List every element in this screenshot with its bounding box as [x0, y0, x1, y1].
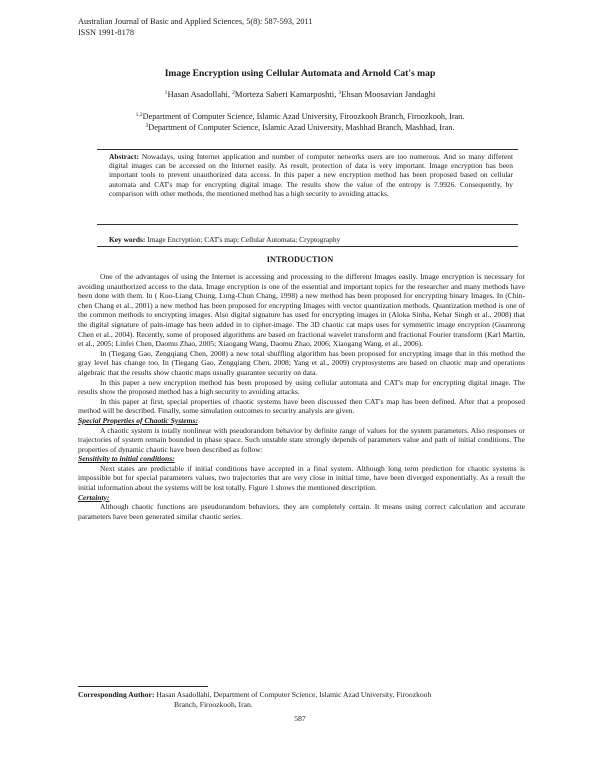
author-2-marker: 2: [232, 90, 235, 96]
keywords-text: Image Encryption; CAT's map; Cellular Automata; Cryptography: [145, 235, 341, 244]
affiliation-2-marker: 3: [145, 123, 149, 129]
keywords-label: Key words:: [109, 235, 146, 244]
abstract-label: Abstract:: [109, 152, 139, 161]
corresponding-text: Hasan Asadollahi, Department of Computer Science, Islamic Azad University, Firoozkooh: [154, 690, 432, 699]
author-3-marker: 3: [338, 90, 342, 96]
journal-header: [78, 17, 313, 38]
abstract-text: Nowadays, using Internet application and number of computer networks users are too numerous. And so many different digital images can be accessed on the Internet easily. As result, protection of data is very important. Image encryption has been important tools to prevent unauthorized data access. In this paper a new encryption method has been proposed based on cellular automata and CAT's map for encrypting digital image. The results show the value of the entropy is 7.9926. Consequently, by comparison with other methods, the mentioned method has a high security to avoiding attacks.: [109, 152, 513, 198]
keywords-divider: [97, 246, 518, 247]
subheading-sensitivity: Sensitivity to initial conditions:: [78, 454, 175, 464]
abstract-box: [97, 149, 518, 225]
corresponding-label: Corresponding Author:: [78, 690, 155, 699]
issn: ISSN 1991-8178: [78, 27, 135, 37]
subheading-certainty: Certainty:: [78, 492, 110, 502]
intro-paragraph-4: In this paper at first, special properties of chaotic systems have been discussed then CAT's map has been defined. After that a proposed method will be described. Finally, some simulation outcomes to security analysis are given.: [78, 396, 525, 416]
affiliation-2: [0, 122, 600, 133]
corresponding-line-1: [78, 690, 525, 700]
subheading-special-properties: Special Properties of Chaotic Systems:: [78, 415, 198, 425]
author-1-marker: 1: [164, 90, 168, 96]
affiliation-1-text: Department of Computer Science, Islamic Azad University, Firoozkooh Branch, Firoozkooh, Iran.: [142, 112, 465, 121]
corresponding-author: [78, 690, 525, 710]
intro-paragraph-1: One of the advantages of using the Internet is accessing and processing to the different Images easily. Image encryption is necessary for avoiding unauthorized access to the data. Image encryption is one of the essential and important topics for the researcher and many methods have been done with them. In ( Kuo-Liang Chung, Lung-Chun Chang, 1998) a new method has been proposed for encrypting binary Images. In (Chin-chen Chang et al., 2001) a new method has been proposed for encrypting Images with vector quantization methods. Quantization method is one of the common methods to encrypting images. Also digital signature has used for encrypting images in (Aloka Sinha, Kehar Singh et al., 2008) that the digital signature of pain-image has been added in to cipher-image. The 3D chaotic cat maps uses for symmetric image encryption (Guanrong Chen et al., 2004). Recently, some of proposed algorithms are based on fractional wavelet transform and fractional Fourier transform (Karl Martin, et al., 2005; Linfei Chen, Daomu Zhao, 2005; Xiaogang Wang, Daomu Zhao, 2006; Xiaogang Wang, et al., 2006).: [78, 272, 525, 349]
author-3: Ehsan Moosavian Jandaghi: [341, 89, 436, 99]
journal-citation: Australian Journal of Basic and Applied Sciences, 5(8): 587-593, 2011: [78, 17, 313, 26]
keywords: [109, 235, 340, 244]
affiliation-2-text: Department of Computer Science, Islamic Azad University, Mashhad Branch, Mashhad, Iran.: [148, 123, 455, 132]
intro-paragraph-3: In this paper a new encryption method has been proposed by using cellular automata and CAT's map for encrypting digital image. The results show the proposed method has a high security to avoiding attacks.: [78, 377, 525, 397]
author-list: [0, 89, 600, 99]
body-text: [78, 272, 525, 521]
author-2: Morteza Saberi Kamarposhti,: [234, 89, 339, 99]
intro-paragraph-2: In (Tiegang Gao, Zengqiang Chen, 2008) a new total shuffling algorithm has been proposed for encrypting image that in this method the gray level has change too. In (Tiegang Gao, Zengqiang Chen, 2008; Yang et al., 2009) cryptosystems are based on chaotic map and operations algebraic that the results show chaotic maps usually guarantee security on data.: [78, 348, 525, 377]
special-properties-paragraph: A chaotic system is totally nonlinear with pseudorandom behavior by definite range of values for the system parameters. Also responses or trajectories of system remain bounded in phase space. Such unstable state strongly depends of parameters value and path of initial conditions. The properties of dynamic chaotic have been described as follow:: [78, 425, 525, 454]
author-1: Hasan Asadollahi,: [167, 89, 233, 99]
page-number: 587: [294, 714, 306, 723]
section-heading-introduction: INTRODUCTION: [266, 255, 334, 264]
paper-title: Image Encryption using Cellular Automata and Arnold Cat's map: [164, 68, 436, 79]
affiliation-1: [0, 111, 600, 122]
sensitivity-paragraph: Next states are predictable if initial conditions have accepted in a final system. Although long term prediction for chaotic systems is impossible but for special parameters values, two trajectories that are very close in initial time, have been diverged exponentially. As a result the initial information about the systems will be lost totally. Figure 1 shows the mentioned description.: [78, 463, 525, 493]
corresponding-line-2: Branch, Firoozkooh, Iran.: [174, 700, 253, 709]
certainty-paragraph: Although chaotic functions are pseudorandom behaviors, they are completely certain. It means using correct calculation and accurate parameters have been generated similar chaotic series.: [78, 502, 525, 521]
affiliation-1-marker: 1,2: [135, 112, 143, 118]
affiliations: [0, 111, 600, 133]
footnote-divider: [78, 686, 208, 687]
